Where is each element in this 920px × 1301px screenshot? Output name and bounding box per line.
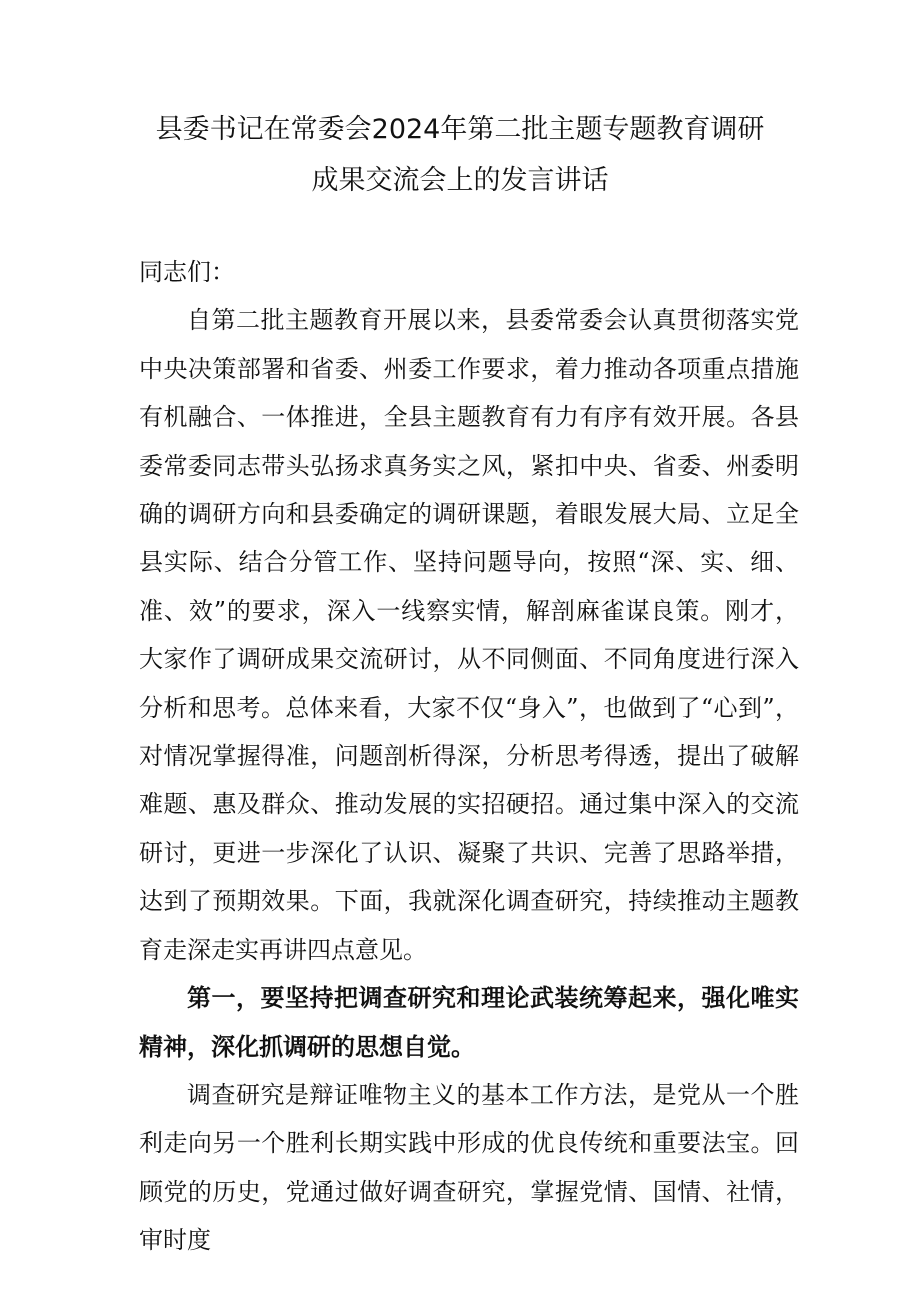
body-paragraph-research: 调查研究是辩证唯物主义的基本工作方法，是党从一个胜利走向另一个胜利长期实践中形成的优良传统和重要法宝。回顾党的历史，党通过做好调查研究，掌握党情、国情、社情，审时度 [139, 1080, 799, 1255]
salutation: 同志们： [139, 258, 235, 286]
document-title-line-1: 县委书记在常委会2024年第二批主题专题教育调研 [155, 114, 765, 145]
section-heading-first: 第一，要坚持把调查研究和理论武装统筹起来，强化唯实精神，深化抓调研的思想自觉。 [139, 984, 799, 1061]
document-body [139, 248, 799, 1265]
body-paragraph-intro: 自第二批主题教育开展以来，县委常委会认真贯彻落实党中央决策部署和省委、州委工作要求，着力推动各项重点措施有机融合、一体推进，全县主题教育有力有序有效开展。各县委常委同志带头弘扬求真务实之风，紧扣中央、省委、州委明确的调研方向和县委确定的调研课题，着眼发展大局、立足全县实际、结合分管工作、坚持问题导向，按照“深、实、细、准、效”的要求，深入一线察实情，解剖麻雀谋良策。刚才，大家作了调研成果交流研讨，从不同侧面、不同角度进行深入分析和思考。总体来看，大家不仅“身入”，也做到了“心到”，对情况掌握得准，问题剖析得深，分析思考得透，提出了破解难题、惠及群众、推动发展的实招硬招。通过集中深入的交流研讨，更进一步深化了认识、凝聚了共识、完善了思路举措，达到了预期效果。下面，我就深化调查研究，持续推动主题教育走深走实再讲四点意见。 [139, 306, 799, 964]
document-title-line-2: 成果交流会上的发言讲话 [311, 165, 609, 196]
